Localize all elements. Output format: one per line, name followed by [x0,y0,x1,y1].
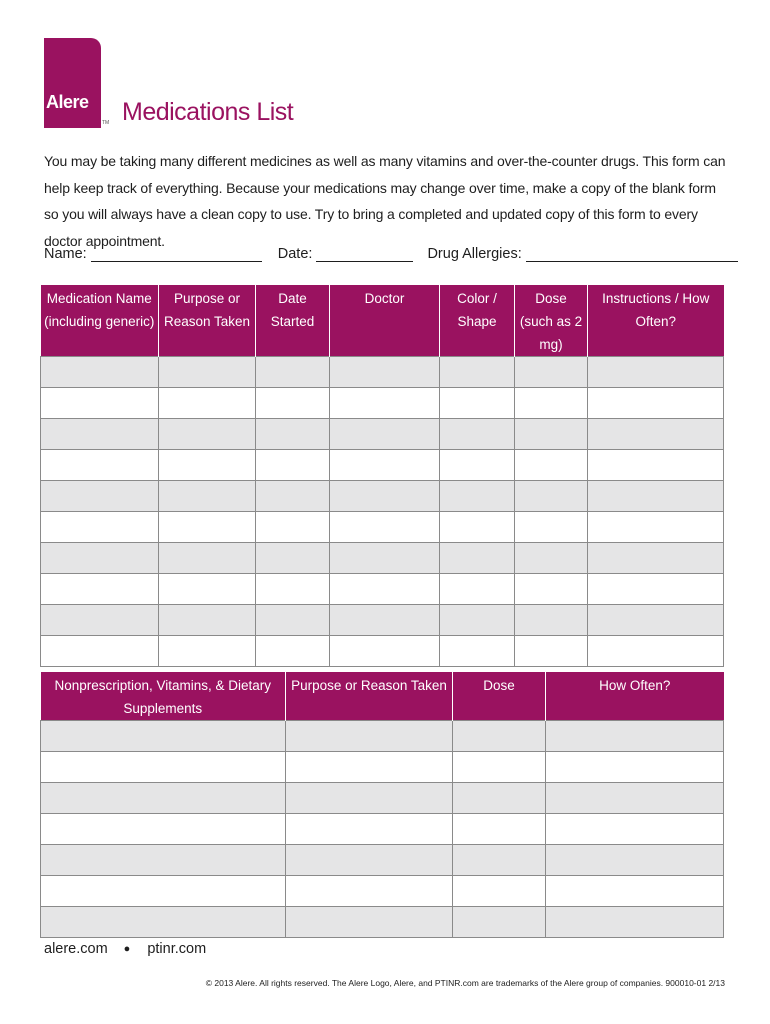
header-date-started: Date Started [256,285,330,357]
medication-cell[interactable] [41,388,159,419]
medication-cell[interactable] [440,543,515,574]
medications-header-row [41,285,724,357]
nonprescription-row [41,845,724,876]
nonprescription-row [41,814,724,845]
medication-cell[interactable] [515,543,588,574]
medication-cell[interactable] [440,388,515,419]
medication-cell[interactable] [588,543,724,574]
medication-cell[interactable] [588,481,724,512]
medication-row [41,419,724,450]
footer-links [44,941,206,957]
nonprescription-row [41,721,724,752]
nonprescription-cell[interactable] [546,876,724,907]
nonprescription-cell[interactable] [546,783,724,814]
name-label: Name: [44,246,87,262]
medication-cell[interactable] [440,574,515,605]
medication-cell[interactable] [515,574,588,605]
medication-cell[interactable] [588,574,724,605]
medication-cell[interactable] [330,450,440,481]
medication-cell[interactable] [41,419,159,450]
alere-link[interactable]: alere.com [44,941,108,957]
nonprescription-row [41,783,724,814]
header-how-often: How Often? [546,672,724,721]
intro-paragraph: You may be taking many different medicines as well as many vitamins and over-the-counter drugs. This form can help keep track of everything. Because your medications may change over time, make a copy of the blank form so you will always have a clean copy to use. Try to bring a completed and updated copy of this form to every doctor appointment. [44,153,726,249]
nonprescription-cell[interactable] [41,752,286,783]
medication-cell[interactable] [588,605,724,636]
medication-cell[interactable] [515,357,588,388]
date-field[interactable] [316,244,413,262]
medication-row [41,450,724,481]
medication-cell[interactable] [159,357,256,388]
medication-row [41,636,724,667]
medication-cell[interactable] [515,605,588,636]
nonprescription-cell[interactable] [286,907,453,938]
medication-cell[interactable] [256,388,330,419]
medication-cell[interactable] [440,636,515,667]
nonprescription-cell[interactable] [286,752,453,783]
medication-cell[interactable] [515,512,588,543]
medication-cell[interactable] [159,450,256,481]
drug-allergies-field[interactable] [526,244,738,262]
medication-cell[interactable] [588,419,724,450]
header-medication-name: Medication Name (including generic) [41,285,159,357]
header-color-shape: Color / Shape [440,285,515,357]
header-otc-dose: Dose [453,672,546,721]
nonprescription-cell[interactable] [286,721,453,752]
medication-cell[interactable] [515,419,588,450]
medication-row [41,357,724,388]
nonprescription-table [40,672,724,938]
medication-cell[interactable] [256,450,330,481]
nonprescription-cell[interactable] [546,845,724,876]
copyright-notice: © 2013 Alere. All rights reserved. The Alere Logo, Alere, and PTINR.com are trademarks of the Alere group of companies. 900010-01 2/13 [205,978,725,988]
logo-trademark: TM [102,120,110,126]
medication-cell[interactable] [440,481,515,512]
nonprescription-cell[interactable] [286,814,453,845]
medication-cell[interactable] [440,357,515,388]
medication-cell[interactable] [440,605,515,636]
nonprescription-cell[interactable] [286,876,453,907]
nonprescription-cell[interactable] [546,752,724,783]
medication-cell[interactable] [256,574,330,605]
alere-logo [44,38,101,128]
medication-cell[interactable] [159,574,256,605]
medication-cell[interactable] [41,543,159,574]
medication-cell[interactable] [159,419,256,450]
nonprescription-cell[interactable] [546,907,724,938]
medication-cell[interactable] [588,450,724,481]
medication-cell[interactable] [330,357,440,388]
page-title: Medications List [122,98,294,126]
medication-cell[interactable] [256,481,330,512]
medication-row [41,574,724,605]
drug-allergies-label: Drug Allergies: [427,246,522,262]
nonprescription-cell[interactable] [41,814,286,845]
nonprescription-cell[interactable] [453,752,546,783]
medication-cell[interactable] [330,605,440,636]
nonprescription-cell[interactable] [453,721,546,752]
nonprescription-row [41,752,724,783]
medication-cell[interactable] [159,636,256,667]
medication-cell[interactable] [330,574,440,605]
medication-cell[interactable] [159,543,256,574]
header-instructions: Instructions / How Often? [588,285,724,357]
ptinr-link[interactable]: ptinr.com [147,941,207,957]
nonprescription-cell[interactable] [41,721,286,752]
medication-cell[interactable] [256,636,330,667]
medication-cell[interactable] [515,481,588,512]
medication-cell[interactable] [515,636,588,667]
medication-row [41,605,724,636]
medication-cell[interactable] [440,512,515,543]
nonprescription-cell[interactable] [41,783,286,814]
nonprescription-cell[interactable] [286,845,453,876]
medication-row [41,512,724,543]
medication-cell[interactable] [440,450,515,481]
medication-row [41,388,724,419]
medication-cell[interactable] [41,357,159,388]
nonprescription-cell[interactable] [41,876,286,907]
medication-row [41,481,724,512]
medication-cell[interactable] [41,605,159,636]
bullet-separator: ● [123,943,131,956]
nonprescription-cell[interactable] [286,783,453,814]
medication-cell[interactable] [515,450,588,481]
name-field[interactable] [91,244,262,262]
medication-cell[interactable] [256,605,330,636]
medication-cell[interactable] [440,419,515,450]
medication-cell[interactable] [330,512,440,543]
nonprescription-cell[interactable] [453,814,546,845]
medication-cell[interactable] [588,636,724,667]
nonprescription-cell[interactable] [453,907,546,938]
medication-cell[interactable] [588,512,724,543]
nonprescription-header-row [41,672,724,721]
nonprescription-cell[interactable] [546,721,724,752]
medication-cell[interactable] [159,605,256,636]
medication-cell[interactable] [159,481,256,512]
medication-cell[interactable] [159,512,256,543]
nonprescription-cell[interactable] [41,845,286,876]
medication-cell[interactable] [256,512,330,543]
medication-cell[interactable] [159,388,256,419]
date-label: Date: [277,246,313,262]
medication-cell[interactable] [41,481,159,512]
header-nonprescription: Nonprescription, Vitamins, & Dietary Supplements [41,672,286,721]
nonprescription-cell[interactable] [41,907,286,938]
header-fields [44,244,738,262]
medication-cell[interactable] [256,543,330,574]
medications-table [40,285,724,667]
medication-cell[interactable] [256,357,330,388]
medication-cell[interactable] [41,512,159,543]
header-purpose: Purpose or Reason Taken [159,285,256,357]
header-dose: Dose (such as 2 mg) [515,285,588,357]
medication-cell[interactable] [588,357,724,388]
medication-cell[interactable] [330,636,440,667]
medication-row [41,543,724,574]
medication-cell[interactable] [330,481,440,512]
medication-cell[interactable] [41,636,159,667]
medication-cell[interactable] [330,543,440,574]
nonprescription-cell[interactable] [453,845,546,876]
medication-cell[interactable] [41,450,159,481]
medication-cell[interactable] [330,388,440,419]
medication-cell[interactable] [256,419,330,450]
nonprescription-row [41,876,724,907]
header-doctor: Doctor [330,285,440,357]
medication-cell[interactable] [515,388,588,419]
logo-wordmark: Alere [46,92,89,112]
nonprescription-cell[interactable] [453,783,546,814]
nonprescription-cell[interactable] [453,876,546,907]
nonprescription-row [41,907,724,938]
nonprescription-cell[interactable] [546,814,724,845]
medication-cell[interactable] [330,419,440,450]
header-otc-purpose: Purpose or Reason Taken [286,672,453,721]
medication-cell[interactable] [588,388,724,419]
medication-cell[interactable] [41,574,159,605]
